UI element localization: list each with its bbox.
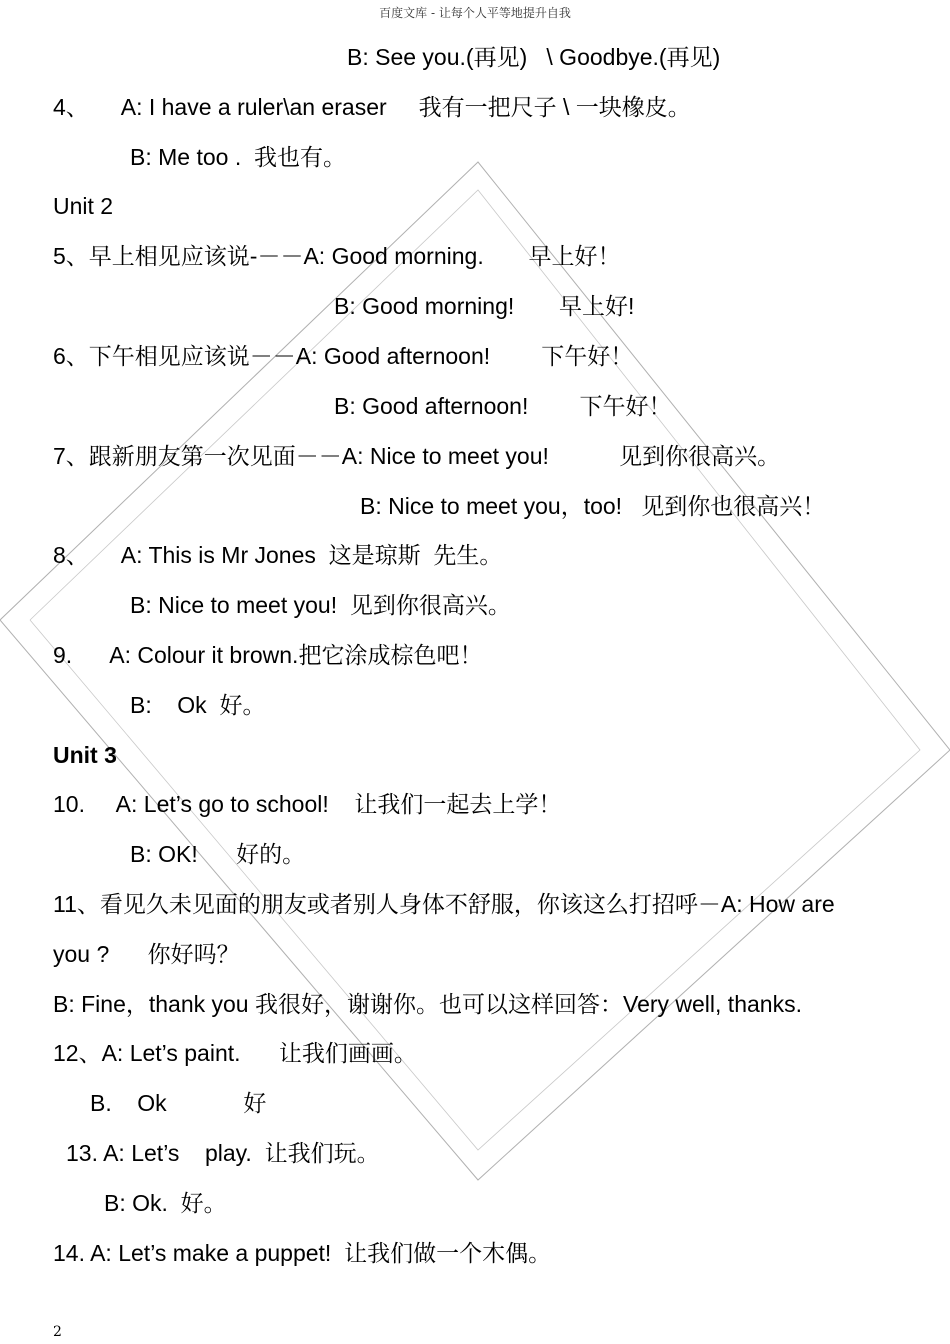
line-item-12-reply: B. Ok 好 [90,1090,267,1116]
line-item-8-reply: B: Nice to meet you! 见到你很高兴。 [130,592,511,618]
heading-unit-2: Unit 2 [53,193,114,219]
heading-unit-3: Unit 3 [53,742,117,768]
line-item-9: 9. A: Colour it brown.把它涂成棕色吧！ [53,642,483,668]
line-item-4: 4、 A: I have a ruler\an eraser 我有一把尺子 \ 一块橡皮。 [53,94,691,120]
line-item-6: 6、下午相见应该说－－A: Good afternoon! 下午好！ [53,343,634,369]
page-number: 2 [53,1324,62,1340]
line-item-8: 8、 A: This is Mr Jones 这是琼斯 先生。 [53,542,503,568]
line-item-12: 12、A: Let’s paint. 让我们画画。 [53,1040,417,1066]
line-item-10: 10. A: Let’s go to school! 让我们一起去上学！ [53,791,562,817]
line-item-13: 13. A: Let’s play. 让我们玩。 [66,1140,380,1166]
line-item-14: 14. A: Let’s make a puppet! 让我们做一个木偶。 [53,1240,552,1266]
line-item-11: 11、看见久未见面的朋友或者别人身体不舒服，你该这么打招呼－A: How are [53,891,835,917]
line-item-4-reply: B: Me too . 我也有。 [130,144,346,170]
line-item-7: 7、跟新朋友第一次见面－－A: Nice to meet you! 见到你很高兴。 [53,443,781,469]
line-item-11-reply: B: Fine，thank you 我很好，谢谢你。也可以这样回答：Very well, thanks. [53,991,802,1017]
line-item-7-reply: B: Nice to meet you，too! 见到你也很高兴！ [360,493,826,519]
line-see-you: B: See you.(再见) \ Goodbye.(再见) [347,44,721,70]
line-item-13-reply: B: Ok. 好。 [104,1190,227,1216]
line-item-9-reply: B: Ok 好。 [130,692,266,718]
page-header: 百度文库 - 让每个人平等地提升自我 [379,6,571,20]
line-item-10-reply: B: OK! 好的。 [130,841,306,867]
line-item-11-cont: you ? 你好吗？ [53,941,240,967]
line-item-6-reply: B: Good afternoon! 下午好！ [334,393,672,419]
line-item-5-reply: B: Good morning! 早上好! [334,293,635,319]
line-item-5: 5、早上相见应该说-－－A: Good morning. 早上好！ [53,243,621,269]
